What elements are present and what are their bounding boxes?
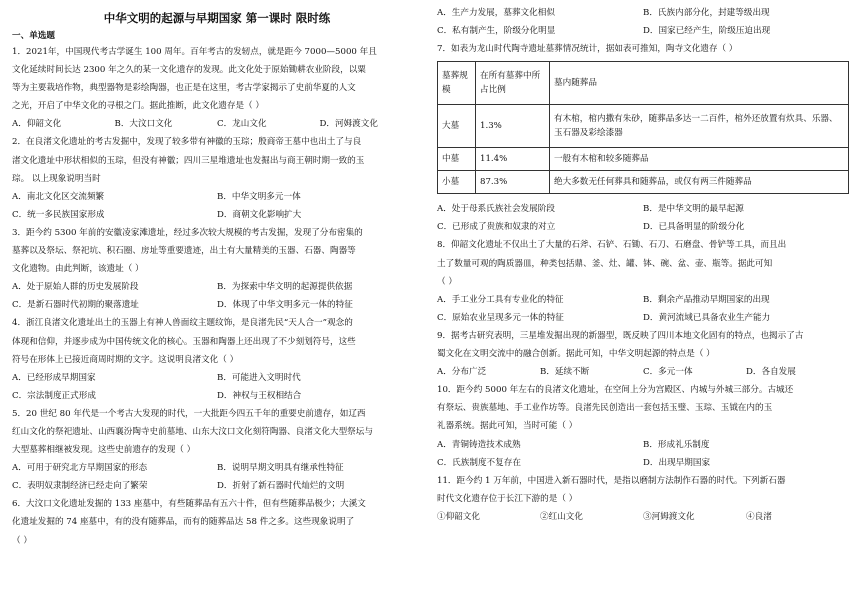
table-row [438,171,849,194]
options-row [437,22,849,40]
option-c[interactable]: C．宗法制度正式形成 [12,390,96,401]
choice-4[interactable]: ④良渚 [746,511,772,522]
table-cell: 一般有木棺和较多随葬品 [550,148,849,171]
question-line: 琮。 以上现象说明当时 [12,173,101,184]
table-cell: 大墓 [438,105,476,148]
options-row [12,459,422,477]
option-a[interactable]: A．仰韶文化 [12,119,62,130]
question-line: 文化遗物。由此判断，该遗址（ ） [12,264,144,275]
question-line: 有祭坛、贵族墓地、手工业作坊等。良渚先民创造出一套包括玉璧、玉琮、玉钺在内的玉 [437,403,773,414]
option-b[interactable]: B．可能进入文明时代 [217,372,301,383]
option-b[interactable]: B．中华文明多元一体 [217,191,301,202]
table-header-cell: 在所有墓葬中所占比例 [476,62,550,105]
option-a[interactable]: A．处于母系氏族社会发展阶段 [437,204,555,215]
table-cell: 87.3% [476,171,550,194]
option-d[interactable]: D．神权与王权相结合 [217,390,302,401]
option-b[interactable]: B．是中华文明的最早起源 [643,204,744,215]
option-d[interactable]: D．黄河流域已具备农业生产能力 [643,312,771,323]
question-line: 渚文化遗址中形状相似的玉琮，但没有神徽；四川三星堆遗址也发掘出与商王朝时期一致的玉 [12,155,365,166]
option-c[interactable]: C．龙山文化 [217,119,267,130]
question-line: 9．据考古研究表明，三星堆发掘出现的新器型，既反映了四川本地文化固有的特点，也揭示了古 [437,330,804,341]
question-3 [12,224,422,314]
options-row [437,363,849,381]
options-row [437,218,849,236]
choice-2[interactable]: ②红山文化 [540,511,583,522]
options-row [437,291,849,309]
question-6-options [437,4,849,40]
question-7 [437,40,849,236]
table-row [438,105,849,148]
question-6 [12,495,422,549]
table-cell: 有木棺，棺内撒有朱砂，随葬品多达一二百件，棺外还放置有炊具、乐器、玉石器及彩绘漆器 [550,105,849,148]
option-a[interactable]: A．可用于研究北方早期国家的形态 [12,463,148,474]
option-b[interactable]: B．为探索中华文明的起源提供依据 [217,282,353,293]
question-1 [12,43,422,133]
question-line: 8．仰韶文化遗址不仅出土了大量的石斧、石铲、石锄、石刀、石磨盘、骨铲等工具，而且出 [437,240,787,251]
choice-3[interactable]: ③河姆渡文化 [643,511,695,522]
question-line: 5．20 世纪 80 年代是一个考古大发现的时代，一大批距今四五千年的重要史前遗存，如辽西 [12,408,366,419]
options-row [437,508,849,526]
options-row [12,477,422,495]
page-title: 中华文明的起源与早期国家 第一课时 限时练 [103,11,331,25]
question-line: 红山文化的祭祀遗址、山西襄汾陶寺史前墓地、山东大汶口文化刻符陶器、良渚文化大型祭坛与 [12,426,373,437]
question-line: 大型墓葬相继被发现。这些史前遗存的发现（ ） [12,445,196,456]
question-line: 化遗址发掘的 74 座墓中，有的没有随葬品，而有的随葬品达 58 件之多。这些现象说明了 [12,517,355,528]
table-header-cell: 墓内随葬品 [550,62,849,105]
option-d[interactable]: D．体现了中华文明多元一体的特征 [217,300,353,311]
question-line: 礼器系统。据此可知，当时可能（ ） [437,421,578,432]
burial-table [437,61,849,194]
choice-1[interactable]: ①仰韶文化 [437,511,480,522]
table-row [438,148,849,171]
options-row [12,296,422,314]
table-cell: 中墓 [438,148,476,171]
question-line: 10．距今约 5000 年左右的良渚文化遗址，在空间上分为宫殿区、内城与外城三部分。古城还 [437,385,794,396]
question-line: 时代文化遗存位于长江下游的是（ ） [437,493,578,504]
table-cell: 11.4% [476,148,550,171]
option-d[interactable]: D．各自发展 [746,367,796,378]
question-line: 7．如表为龙山时代陶寺遗址墓葬情况统计，据如表可推知，陶寺文化遗存（ ） [437,44,738,55]
options-row [12,115,422,133]
option-a[interactable]: A．分布广泛 [437,367,487,378]
option-d[interactable]: D．商朝文化影响扩大 [217,209,302,220]
question-line: 之光，开启了中华文化的寻根之门。据此推断，此文化遗存是（ ） [12,101,264,112]
option-a[interactable]: A．青铜铸造技术成熟 [437,439,521,450]
question-line: 等为主要栽培作物，典型器物是彩绘陶器，也正是在这里，考古学家揭示了史前华夏的人文 [12,83,356,94]
options-row [437,309,849,327]
section-heading: 一、单选题 [12,31,55,41]
question-line: 3．距今约 5300 年前的安徽凌家滩遗址，经过多次较大规模的考古发掘，发现了分布密集的 [12,227,363,238]
option-c[interactable]: C．统一多民族国家形成 [12,209,105,220]
option-c[interactable]: C．多元一体 [643,367,693,378]
table-header-cell: 墓葬规模 [438,62,476,105]
option-b[interactable]: B．说明早期文明具有继承性特征 [217,463,344,474]
option-a[interactable]: A．南北文化区交流频繁 [12,191,105,202]
option-b[interactable]: B．氏族内部分化，封建等级出现 [643,8,770,18]
question-line: 蜀文化在文明交流中的融合创新。据此可知，中华文明起源的特点是（ ） [437,349,715,360]
option-c[interactable]: C．原始农业呈现多元一体的特征 [437,312,564,323]
option-c[interactable]: C．是新石器时代初期的聚落遗址 [12,300,139,311]
table-cell: 小墓 [438,171,476,194]
question-2 [12,133,422,223]
question-line: 2．在良渚文化遗址的考古发掘中，发现了较多带有神徽的玉琮；殷商帝王墓中也出土了与良 [12,137,362,148]
question-line: 11．距今约 1 万年前，中国进入新石器时代，是指以磨制方法制作石器的时代。下列新石器 [437,475,786,486]
options-row [437,454,849,472]
table-cell: 绝大多数无任何葬具和随葬品，或仅有两三件随葬品 [550,171,849,194]
table-header-row [438,62,849,105]
option-c[interactable]: C．氏族制度不复存在 [437,457,521,468]
question-line: （ ） [12,535,32,546]
option-d[interactable]: D．河姆渡文化 [319,119,378,130]
left-column [12,4,422,550]
question-5 [12,405,422,495]
option-c[interactable]: C．已形成了贵族和奴隶的对立 [437,222,556,233]
option-c[interactable]: C．私有制产生，阶级分化明显 [437,26,556,37]
option-a[interactable]: A．处于原始人群的历史发展阶段 [12,282,139,293]
question-8 [437,236,849,326]
option-c[interactable]: C．表明奴隶制经济已经走向了繁荣 [12,481,148,492]
option-b[interactable]: B．剩余产品推动早期国家的出现 [643,294,770,305]
options-row [437,200,849,218]
options-row [437,4,849,22]
question-line: 4．浙江良渚文化遗址出土的玉器上有神人兽面纹主题纹饰，是良渚先民“天人合一”观念的 [12,318,353,329]
option-d[interactable]: D．折射了新石器时代灿烂的文明 [217,481,345,492]
option-d[interactable]: D．已具备明显的阶级分化 [643,222,745,233]
options-row [12,278,422,296]
options-row [12,369,422,387]
question-line: 土了数量可观的陶质器皿，种类包括鼎、釜、灶、罐、钵、碗、盆、壶、瓶等。据此可知 [437,258,773,269]
option-a[interactable]: A．手工业分工具有专业化的特征 [437,294,564,305]
options-row [12,387,422,405]
question-line: 文化延续时间长达 2300 年之久的某一文化遗存的发现。此文化处于原始锄耕农业阶段，以粟 [12,65,366,76]
question-line: 体现和信仰，并逐步成为中国传统文化的核心。玉器和陶器上还出现了不少刻划符号，这些 [12,336,356,347]
option-b[interactable]: B．大汶口文化 [114,119,173,130]
option-b[interactable]: B．延续不断 [540,367,590,378]
right-column [437,4,849,526]
options-row [12,188,422,206]
option-a[interactable]: A．生产力发展，墓葬文化相似 [437,8,555,18]
question-10 [437,381,849,471]
question-line: 1．2021年，中国现代考古学诞生 100 周年。百年考古的发轫点，就是距今 7000—5000 年且 [12,47,377,57]
option-d[interactable]: D．国家已经产生，阶级压迫出现 [643,26,771,37]
question-line: （ ） [437,276,457,287]
option-d[interactable]: D．出现早期国家 [643,457,711,468]
table-cell: 1.3% [476,105,550,148]
question-11 [437,472,849,526]
question-9 [437,327,849,381]
question-line: 6．大汶口文化遗址发掘的 133 座墓中，有些随葬品有五六十件，但有些随葬品极少；大溪文 [12,499,366,510]
question-line: 墓葬以及祭坛、祭祀坑、积石圈、房址等重要遗迹，出土有大量精美的玉器、石器、陶器等 [12,246,356,257]
question-line: 符号在形体上已接近商周时期的文字。这说明良渚文化（ ） [12,354,239,365]
options-row [12,206,422,224]
option-a[interactable]: A．已经形成早期国家 [12,372,96,383]
options-row [437,436,849,454]
option-b[interactable]: B．形成礼乐制度 [643,439,710,450]
question-4 [12,314,422,404]
